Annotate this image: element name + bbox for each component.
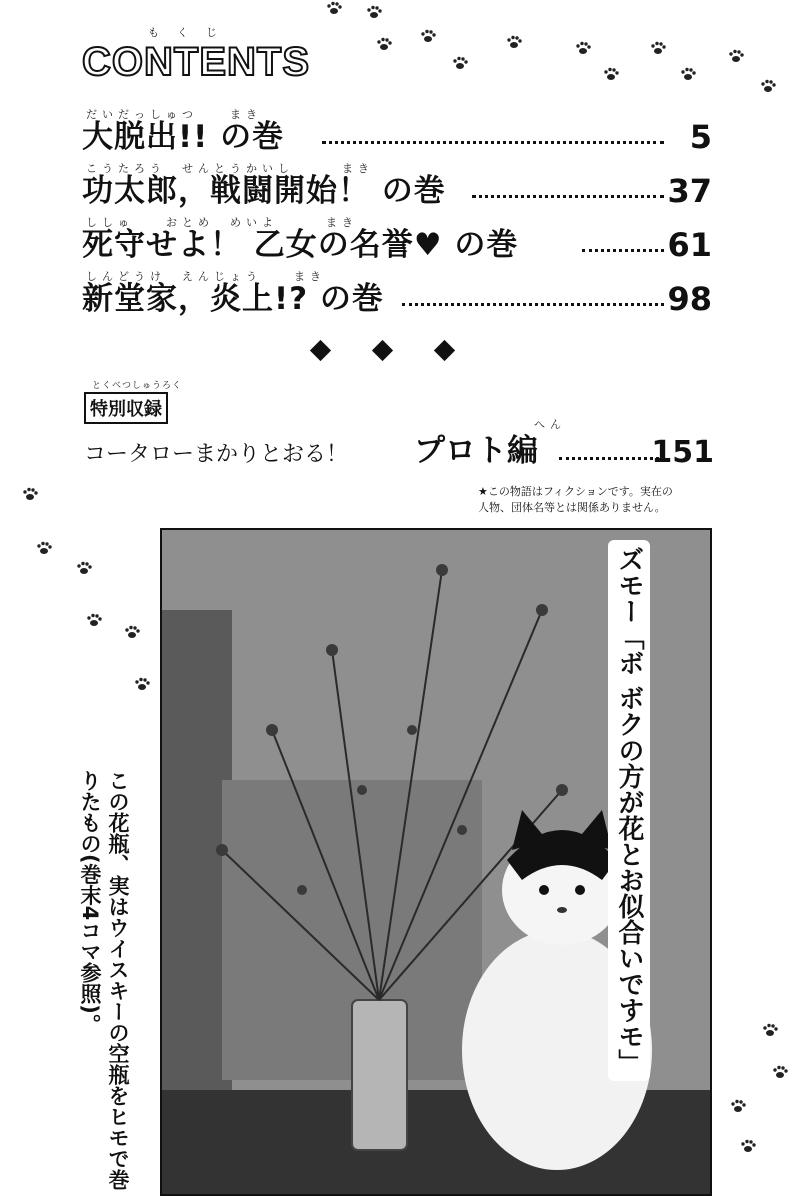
- toc-page-number: 37: [667, 172, 712, 210]
- paw-print-icon: [134, 676, 150, 692]
- disclaimer-line: ★この物語はフィクションです。実在の: [478, 485, 673, 498]
- paw-print-icon: [366, 4, 382, 20]
- toc-title: 死守せよ！ 乙女の名誉♥ の巻: [82, 227, 519, 263]
- toc-ruby: ししゅ おとめ めいよ まき: [86, 216, 358, 229]
- paw-print-icon: [680, 66, 696, 82]
- paw-print-icon: [420, 28, 436, 44]
- paw-print-icon: [740, 1138, 756, 1154]
- toc-entry[interactable]: [82, 272, 712, 322]
- toc-ruby: こうたろう せんとうかいし まき: [86, 162, 374, 175]
- toc-entry-bonus[interactable]: [84, 418, 714, 472]
- paw-print-icon: [86, 612, 102, 628]
- paw-print-icon: [22, 486, 38, 502]
- paw-print-icon: [452, 55, 468, 71]
- special-ruby: とくべつしゅうろく: [92, 381, 183, 391]
- dotted-leader: [559, 457, 659, 460]
- diamond-ornament: [434, 340, 455, 361]
- photo-caption: この花瓶、実はウイスキーの空瓶をヒモで巻りたもの(巻末4コマ参照)。: [78, 770, 130, 1190]
- paw-print-icon: [728, 48, 744, 64]
- dotted-leader: [402, 303, 664, 306]
- toc-ruby: しんどうけ えんじょう まき: [86, 270, 326, 283]
- diamond-ornament: [372, 340, 393, 361]
- toc-page-number: 98: [667, 280, 712, 318]
- paw-print-icon: [326, 0, 342, 16]
- toc-entry[interactable]: [82, 218, 712, 268]
- page-title: CONTENTS: [82, 40, 310, 84]
- dotted-leader: [322, 141, 664, 144]
- bonus-series-label: コータローまかりとおる！: [84, 442, 349, 467]
- paw-print-icon: [506, 34, 522, 50]
- contents-ruby: もくじ: [148, 26, 235, 39]
- toc-entry[interactable]: [82, 164, 712, 214]
- paw-print-icon: [730, 1098, 746, 1114]
- toc-page-number: 61: [667, 226, 712, 264]
- paw-print-icon: [603, 66, 619, 82]
- paw-print-icon: [76, 560, 92, 576]
- paw-print-icon: [772, 1064, 788, 1080]
- toc-page-number: 5: [689, 118, 712, 156]
- toc-title: 大脱出!! の巻: [82, 119, 285, 155]
- toc-title: 功太郎，戦闘開始！ の巻: [82, 173, 446, 209]
- dotted-leader: [472, 195, 664, 198]
- paw-print-icon: [762, 1022, 778, 1038]
- dotted-leader: [582, 249, 664, 252]
- toc-entry[interactable]: [82, 110, 712, 160]
- paw-print-icon: [36, 540, 52, 556]
- toc-page-number: 151: [651, 435, 714, 470]
- paw-print-icon: [575, 40, 591, 56]
- special-section-label: 特別収録: [84, 392, 168, 424]
- toc-ruby: だいだっしゅつ まき: [86, 108, 262, 121]
- toc-title: 新堂家，炎上!? の巻: [82, 281, 384, 317]
- disclaimer-line: 人物、団体名等とは関係ありません。: [478, 501, 666, 514]
- disclaimer: [478, 484, 718, 516]
- paw-print-icon: [760, 78, 776, 94]
- paw-print-icon: [124, 624, 140, 640]
- paw-print-icon: [650, 40, 666, 56]
- paw-print-icon: [376, 36, 392, 52]
- diamond-ornament: [310, 340, 331, 361]
- bonus-title: プロト編: [414, 433, 538, 469]
- bonus-title-ruby: へん: [534, 418, 566, 431]
- cat-speech: ズモー「ボ ボクの方が花とお似合いですモ」: [608, 540, 650, 1081]
